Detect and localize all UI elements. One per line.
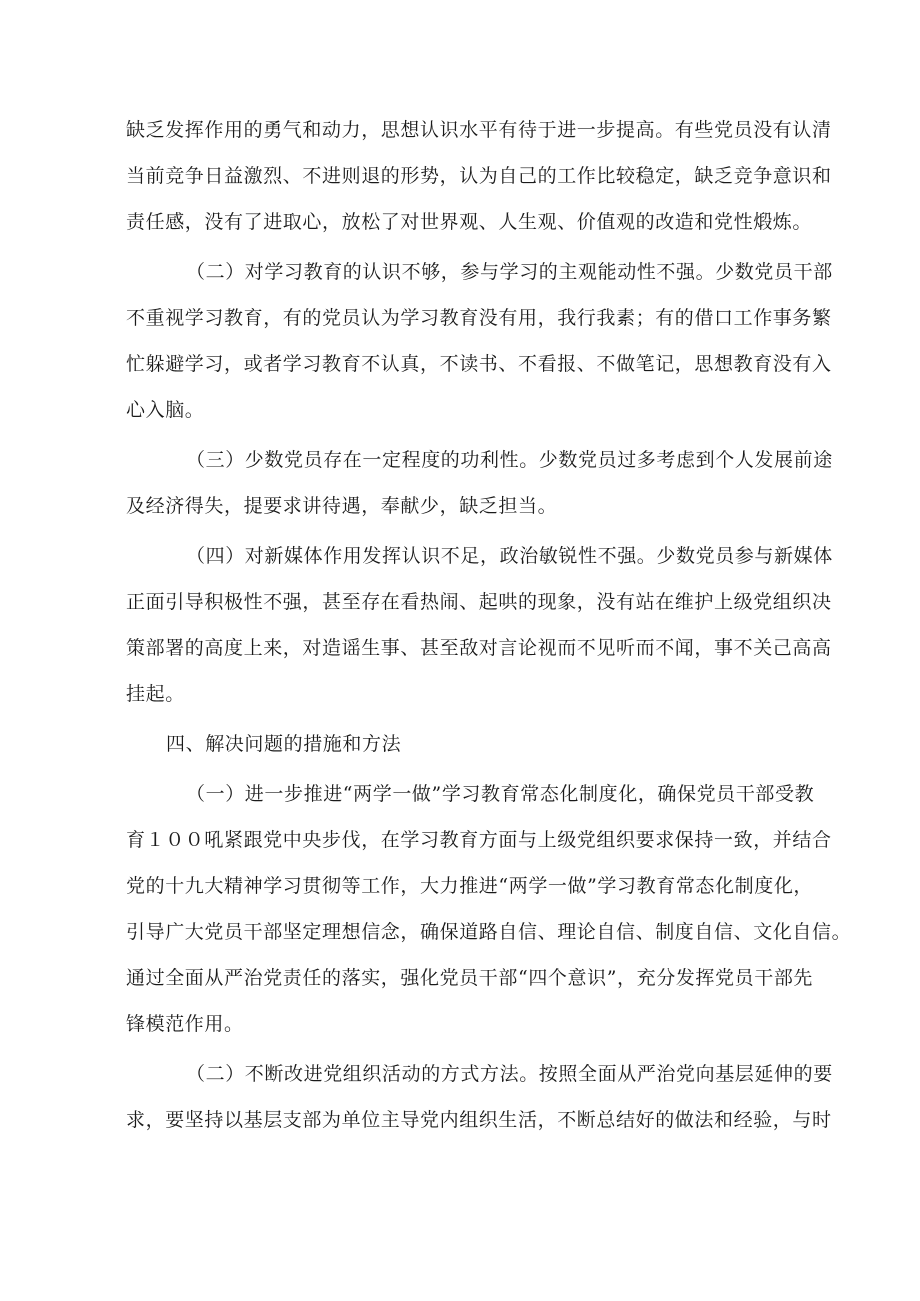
- paragraph-start-line: （二）不断改进党组织活动的方式方法。按照全面从严治党向基层延伸的要: [186, 1063, 833, 1085]
- text-line: 当前竞争日益激烈、不进则退的形势，认为自己的工作比较稳定，缺乏竞争意识和: [126, 165, 832, 187]
- text-line: 不重视学习教育，有的党员认为学习教育没有用，我行我素；有的借口工作事务繁: [126, 307, 832, 329]
- paragraph-start-line: （四）对新媒体作用发挥认识不足，政治敏锐性不强。少数党员参与新媒体: [186, 545, 833, 567]
- section-heading: 四、解决问题的措施和方法: [166, 733, 402, 755]
- text-line: 责任感，没有了进取心，放松了对世界观、人生观、价值观的改造和党性煅炼。: [126, 211, 813, 233]
- paragraph-start-line: （三）少数党员存在一定程度的功利性。少数党员过多考虑到个人发展前途: [186, 449, 833, 471]
- text-line: 忙躲避学习，或者学习教育不认真，不读书、不看报、不做笔记，思想教育没有入: [126, 353, 832, 375]
- text-line: 及经济得失，提要求讲待遇，奉献少，缺乏担当。: [126, 495, 558, 517]
- text-line: 正面引导积极性不强，甚至存在看热闹、起哄的现象，没有站在维护上级党组织决: [126, 591, 832, 613]
- text-line: 育１００吼紧跟党中央步伐，在学习教育方面与上级党组织要求保持一致，并结合: [126, 829, 832, 851]
- text-line: 通过全面从严治党责任的落实，强化党员干部“四个意识”，充分发挥党员干部先: [126, 967, 814, 989]
- text-line: 挂起。: [126, 683, 185, 705]
- text-line: 心入脑。: [126, 399, 205, 421]
- text-line: 缺乏发挥作用的勇气和动力，思想认识水平有待于进一步提高。有些党员没有认清: [126, 119, 832, 141]
- text-line: 策部署的高度上来，对造谣生事、甚至敌对言论视而不见听而不闻，事不关己高高: [126, 637, 832, 659]
- paragraph-start-line: （一）进一步推进“两学一做”学习教育常态化制度化，确保党员干部受教: [186, 783, 815, 805]
- text-line: 党的十九大精神学习贯彻等工作，大力推进“两学一做”学习教育常态化制度化，: [126, 875, 814, 897]
- text-line: 求，要坚持以基层支部为单位主导党内组织生活，不断总结好的做法和经验，与时: [126, 1109, 832, 1131]
- paragraph-start-line: （二）对学习教育的认识不够，参与学习的主观能动性不强。少数党员干部: [186, 261, 833, 283]
- text-line: 锋模范作用。: [126, 1013, 244, 1035]
- text-line: 引导广大党员干部坚定理想信念，确保道路自信、理论自信、制度自信、文化自信。: [126, 921, 852, 943]
